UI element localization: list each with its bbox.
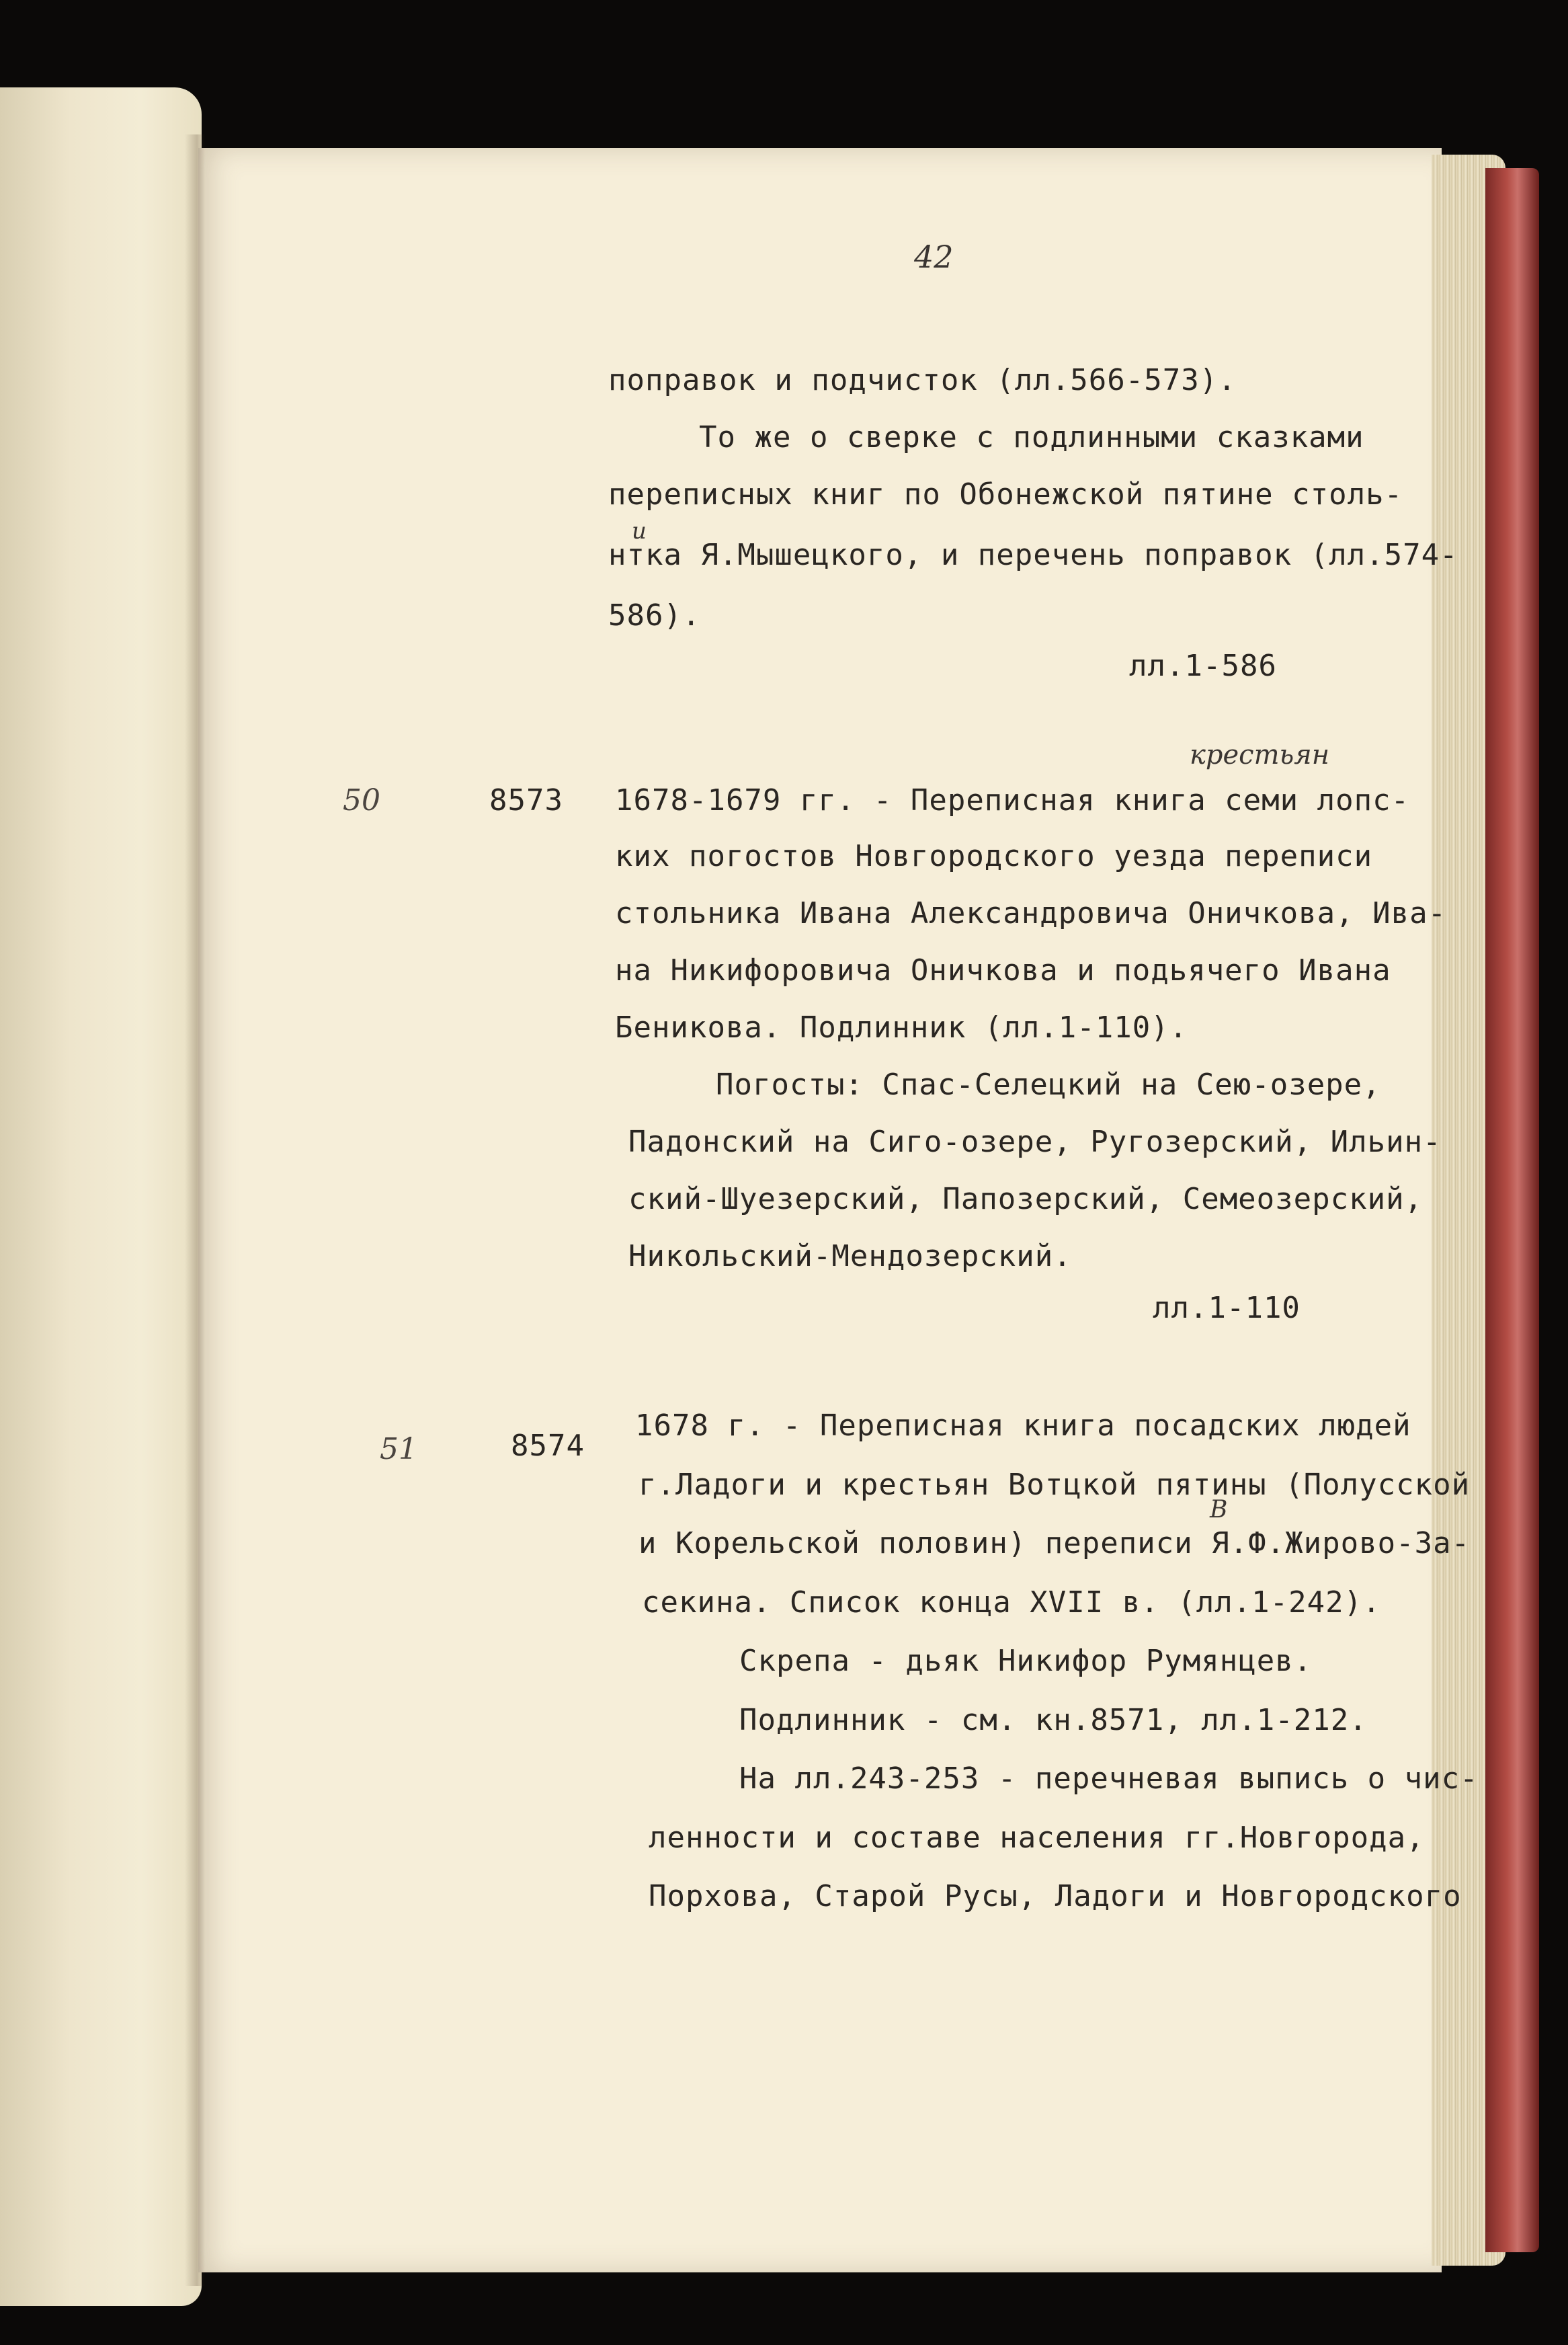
handwritten-insertion: В: [1210, 1496, 1228, 1523]
handwritten-insertion: крестьян: [1190, 740, 1330, 770]
entry-number: 8574: [511, 1429, 585, 1463]
text-line: Подлинник - см. кн.8571, лл.1-212.: [739, 1703, 1368, 1737]
text-line: Беникова. Подлинник (лл.1-110).: [615, 1010, 1188, 1045]
margin-number: 51: [380, 1432, 417, 1466]
text-line: 1678-1679 гг. - Переписная книга семи лопс-: [615, 783, 1410, 818]
folio-range: лл.1-110: [1153, 1291, 1301, 1325]
text-line: поправок и подчисток (лл.566-573).: [608, 363, 1237, 397]
folio-range: лл.1-586: [1129, 649, 1277, 683]
text-line: Скрепа - дьяк Никифор Румянцев.: [739, 1644, 1313, 1678]
text-line: секина. Список конца XVII в. (лл.1-242).: [642, 1585, 1381, 1620]
text-line: На лл.243-253 - перечневая выпись о чис-: [739, 1761, 1479, 1796]
text-line: стольника Ивана Александровича Оничкова, Ива-: [615, 896, 1447, 930]
text-line: нтка Я.Мышецкого, и перечень поправок (лл.574-: [608, 538, 1458, 572]
text-line: 586).: [608, 598, 701, 633]
text-line: Никольский-Мендозерский.: [628, 1239, 1072, 1273]
text-line: ский-Шуезерский, Папозерский, Семеозерский,: [628, 1182, 1423, 1216]
entry-number: 8573: [489, 783, 563, 818]
text-line: на Никифоровича Оничкова и подьячего Ивана: [615, 953, 1391, 988]
text-line: ленности и составе населения гг.Новгорода,: [649, 1821, 1425, 1855]
text-line: г.Ладоги и крестьян Вотцкой пятины (Полусской: [638, 1468, 1471, 1502]
text-line: и Корельской половин) переписи Я.Ф.Жирово-За-: [638, 1526, 1471, 1560]
handwritten-correction: и: [632, 518, 647, 545]
page-number: 42: [914, 239, 954, 275]
text-line: ких погостов Новгородского уезда переписи: [615, 839, 1373, 873]
text-line: Погосты: Спас-Селецкий на Сею-озере,: [716, 1068, 1381, 1102]
text-line: То же о сверке с подлинными сказками: [699, 420, 1364, 454]
text-line: Падонский на Сиго-озере, Ругозерский, Ильин-: [628, 1125, 1442, 1159]
margin-number: 50: [343, 783, 380, 818]
text-line: переписных книг по Обонежской пятине столь-: [608, 477, 1403, 512]
text-line: 1678 г. - Переписная книга посадских людей: [635, 1408, 1411, 1443]
text-line: Порхова, Старой Русы, Ладоги и Новгородского: [649, 1879, 1462, 1913]
